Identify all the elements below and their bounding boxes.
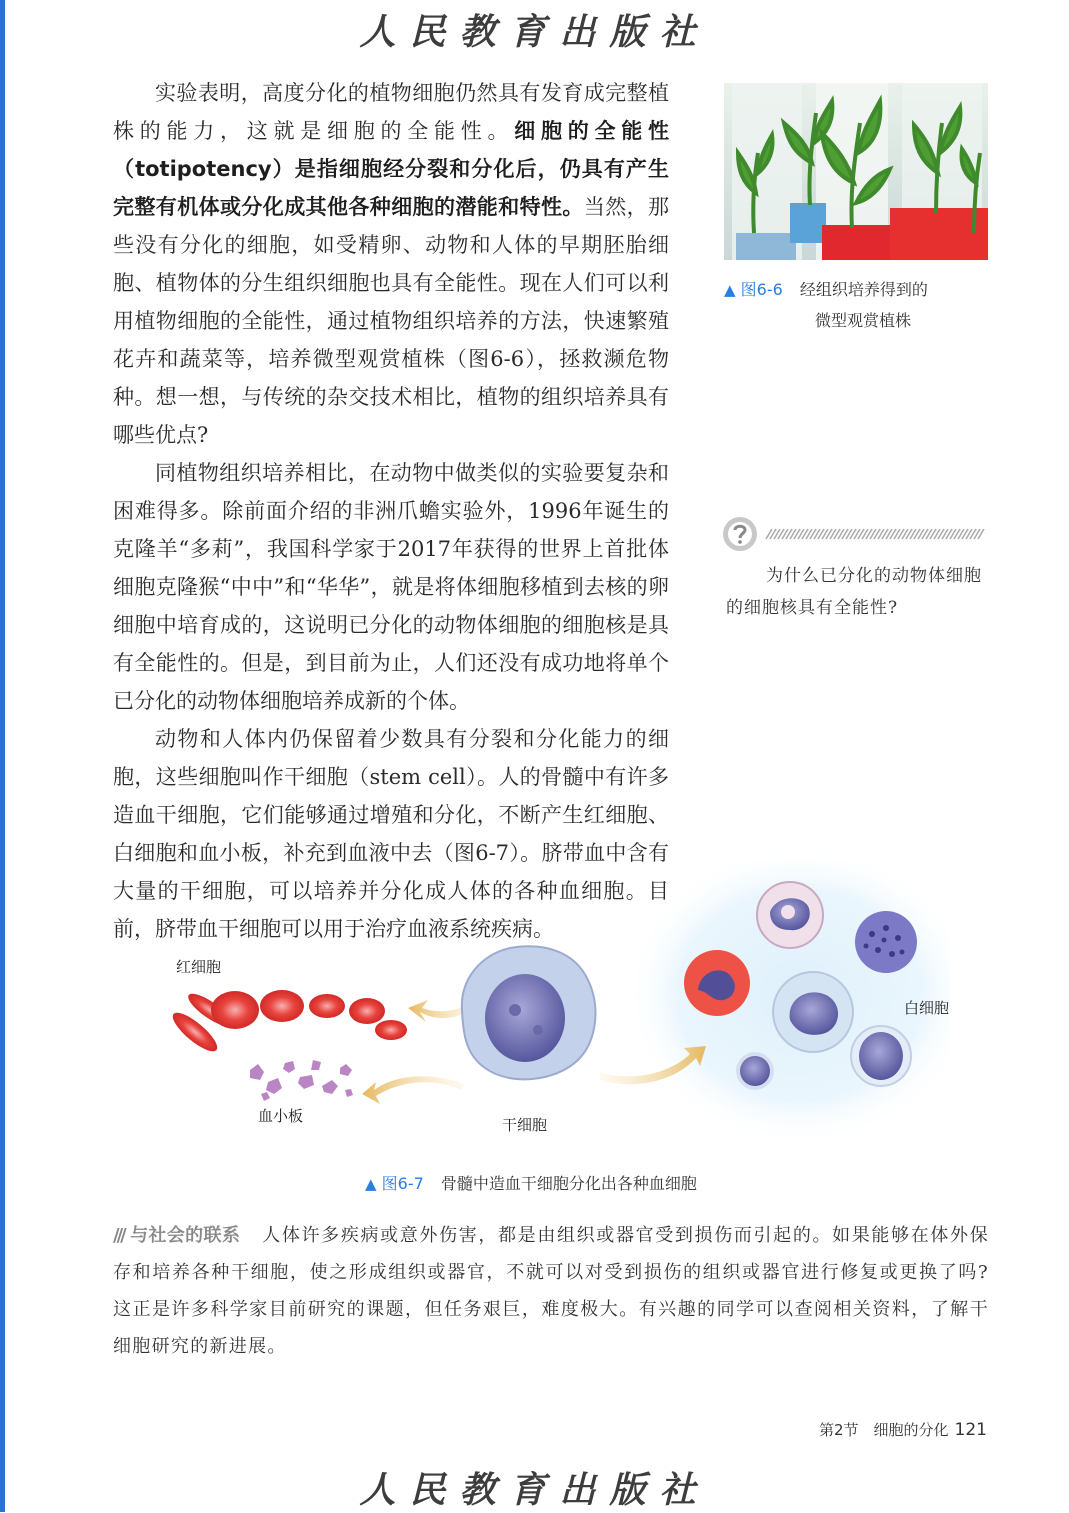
- caption-triangle-icon: ▲: [724, 281, 736, 299]
- platelets: [250, 1060, 353, 1101]
- label-platelet: 血小板: [258, 1107, 304, 1125]
- section-title: 第2节 细胞的分化: [819, 1421, 949, 1439]
- paragraph-animal-cloning: 同植物组织培养相比，在动物中做类似的实验要复杂和困难得多。除前面介绍的非洲爪蟾实验外，1996年诞生的克隆羊“多莉”，我国科学家于2017年获得的世界上首批体细胞克隆猴“中中”和“华华”，就是将体细胞移植到去核的卵细胞中培育成的，这说明已分化的动物体细胞的细胞核是具有全能性的。但是，到目前为止，人们还没有成功地将单个已分化的动物体细胞培养成新的个体。: [113, 461, 669, 713]
- paragraph-totipotency: [113, 74, 669, 454]
- arrow-to-platelets: [362, 1076, 464, 1104]
- figure-number: 图6-7: [381, 1174, 424, 1193]
- label-stem-cell: 干细胞: [502, 1116, 548, 1134]
- page-number: 121: [954, 1420, 987, 1440]
- figure-6-7-caption: [365, 1171, 697, 1194]
- society-connection-box: [113, 1217, 989, 1365]
- caption-triangle-icon: ▲: [365, 1175, 377, 1193]
- totipotency-definition: 细胞的全能性（totipotency）是指细胞经分裂和分化后，仍具有产生完整有机体或分化成其他各种细胞的潜能和特性。: [113, 119, 669, 219]
- caption-line-1: 经组织培养得到的: [799, 280, 928, 299]
- question-header: [722, 515, 990, 559]
- society-tag: 与社会的联系: [129, 1225, 241, 1246]
- society-text: 人体许多疾病或意外伤害，都是由组织或器官受到损伤而引起的。如果能够在体外保存和培养各种干细胞，使之形成组织或器官，不就可以对受到损伤的组织或器官进行修复或更换了吗?这正是许多科学家目前研究的课题，但任务艰巨，难度极大。有兴趣的同学可以查阅相关资料，了解干细胞研究的新进展。: [113, 1225, 989, 1357]
- label-red-blood-cell: 红细胞: [176, 958, 222, 976]
- figure-number: 图6-6: [740, 280, 783, 299]
- publisher-footer: 人民教育出版社: [359, 1469, 710, 1511]
- stem-cell-diagram: [150, 860, 950, 1145]
- figure-6-6-caption: [724, 277, 928, 300]
- label-white-blood-cell: 白细胞: [904, 999, 950, 1017]
- main-text: [113, 74, 669, 948]
- red-blood-cells: [168, 989, 407, 1057]
- left-edge-bar: [0, 0, 5, 1512]
- caption-text: 骨髓中造血干细胞分化出各种血细胞: [440, 1174, 697, 1193]
- paragraph-stem-cell: 动物和人体内仍保留着少数具有分裂和分化能力的细胞，这些细胞叫作干细胞（stem cell）。人的骨髓中有许多造血干细胞，它们能够通过增殖和分化，不断产生红细胞、白细胞和血小板，补充到血液中去（图6-7）。脐带血中含有大量的干细胞，可以培养并分化成人体的各种血细胞。目前，脐带血干细胞可以用于治疗血液系统疾病。: [113, 727, 669, 941]
- stem-cell: [462, 946, 596, 1079]
- p1-text-b: 当然，那些没有分化的细胞，如受精卵、动物和人体的早期胚胎细胞、植物体的分生组织细胞也具有全能性。现在人们可以利用植物细胞的全能性，通过植物组织培养的方法，快速繁殖花卉和蔬菜等，培养微型观赏植株（图6-6），拯救濒危物种。想一想，与传统的杂交技术相比，植物的组织培养具有哪些优点?: [113, 195, 670, 447]
- p1-text-a: 实验表明，高度分化的植物细胞仍然具有发育成完整植株的能力，这就是细胞的全能性。: [113, 81, 669, 143]
- publisher-header: 人民教育出版社: [359, 11, 710, 53]
- question-text: 为什么已分化的动物体细胞的细胞核具有全能性?: [726, 566, 982, 618]
- question-icon: [723, 517, 757, 551]
- slash-icon: ///: [113, 1225, 124, 1246]
- figure-6-6-caption-line2: 微型观赏植株: [815, 311, 912, 330]
- page-footer: [819, 1419, 987, 1440]
- plant-culture-photo: [724, 83, 988, 260]
